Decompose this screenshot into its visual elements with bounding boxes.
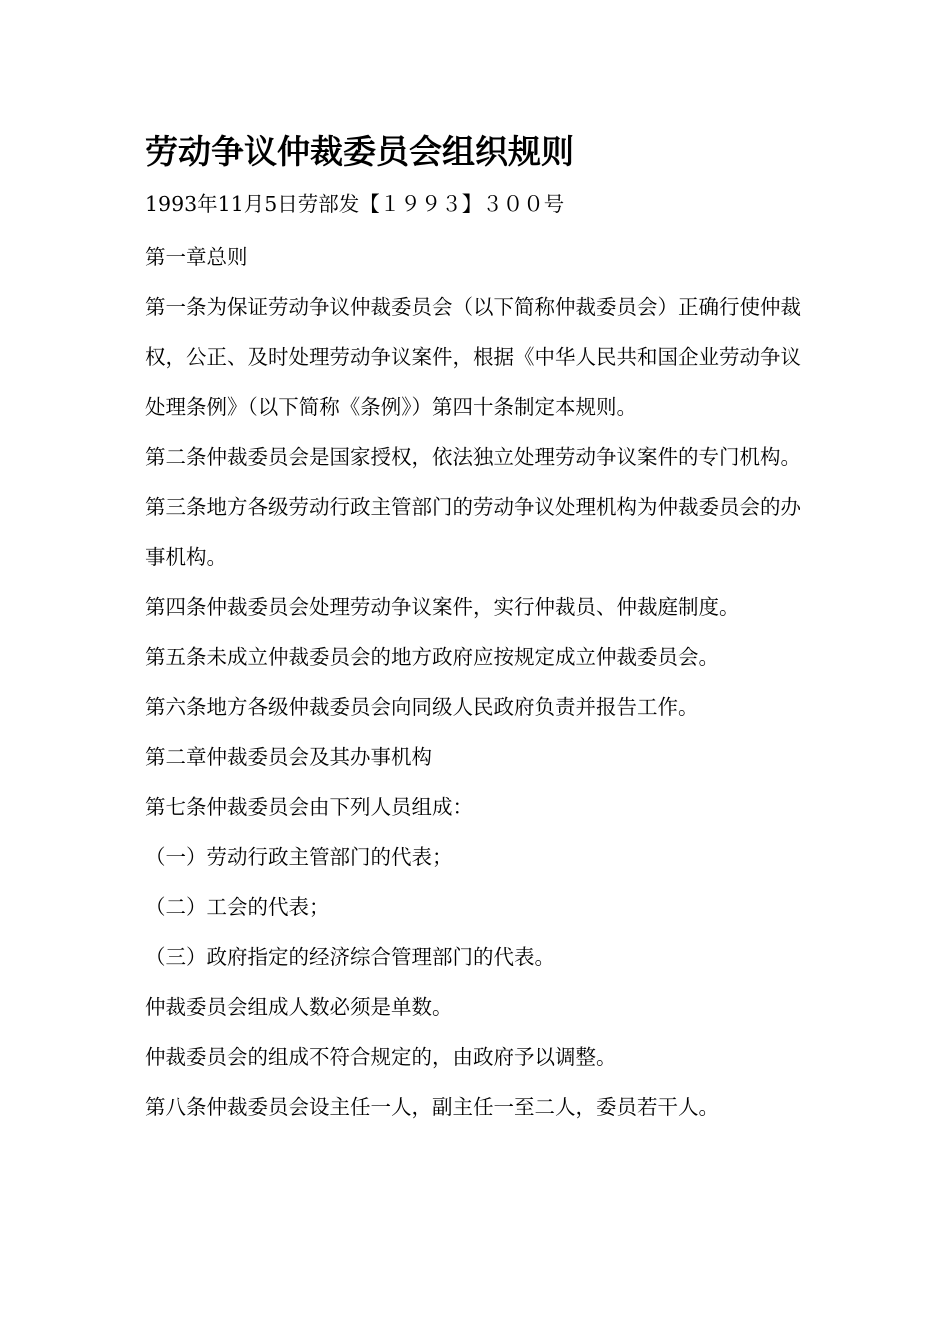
article-7-note-2: 仲裁委员会的组成不符合规定的，由政府予以调整。	[145, 1045, 617, 1069]
article-7-note-1: 仲裁委员会组成人数必须是单数。	[145, 995, 453, 1019]
article-3: 第三条地方各级劳动行政主管部门的劳动争议处理机构为仲裁委员会的办事机构。	[145, 495, 801, 569]
article-6: 第六条地方各级仲裁委员会向同级人民政府负责并报告工作。	[145, 695, 699, 719]
chapter-2-heading: 第二章仲裁委员会及其办事机构	[145, 745, 432, 769]
article-7: 第七条仲裁委员会由下列人员组成：	[145, 795, 473, 819]
issue-line: 1993年11月5日劳部发【１９９３】３００号	[145, 192, 565, 216]
article-4: 第四条仲裁委员会处理劳动争议案件，实行仲裁员、仲裁庭制度。	[145, 595, 740, 619]
article-1: 第一条为保证劳动争议仲裁委员会（以下简称仲裁委员会）正确行使仲裁权，公正、及时处理劳动争议案件，根据《中华人民共和国企业劳动争议处理条例》（以下简称《条例》）第四十条制定本规则。	[145, 295, 801, 419]
article-7-item-3: （三）政府指定的经济综合管理部门的代表。	[145, 945, 555, 969]
article-5: 第五条未成立仲裁委员会的地方政府应按规定成立仲裁委员会。	[145, 645, 719, 669]
article-8: 第八条仲裁委员会设主任一人，副主任一至二人，委员若干人。	[145, 1095, 719, 1119]
article-7-item-2: （二）工会的代表；	[145, 895, 330, 919]
article-2: 第二条仲裁委员会是国家授权，依法独立处理劳动争议案件的专门机构。	[145, 445, 801, 469]
chapter-1-heading: 第一章总则	[145, 245, 248, 269]
article-7-item-1: （一）劳动行政主管部门的代表；	[145, 845, 453, 869]
document-page	[145, 128, 810, 1132]
document-title: 劳动争议仲裁委员会组织规则	[145, 132, 574, 171]
